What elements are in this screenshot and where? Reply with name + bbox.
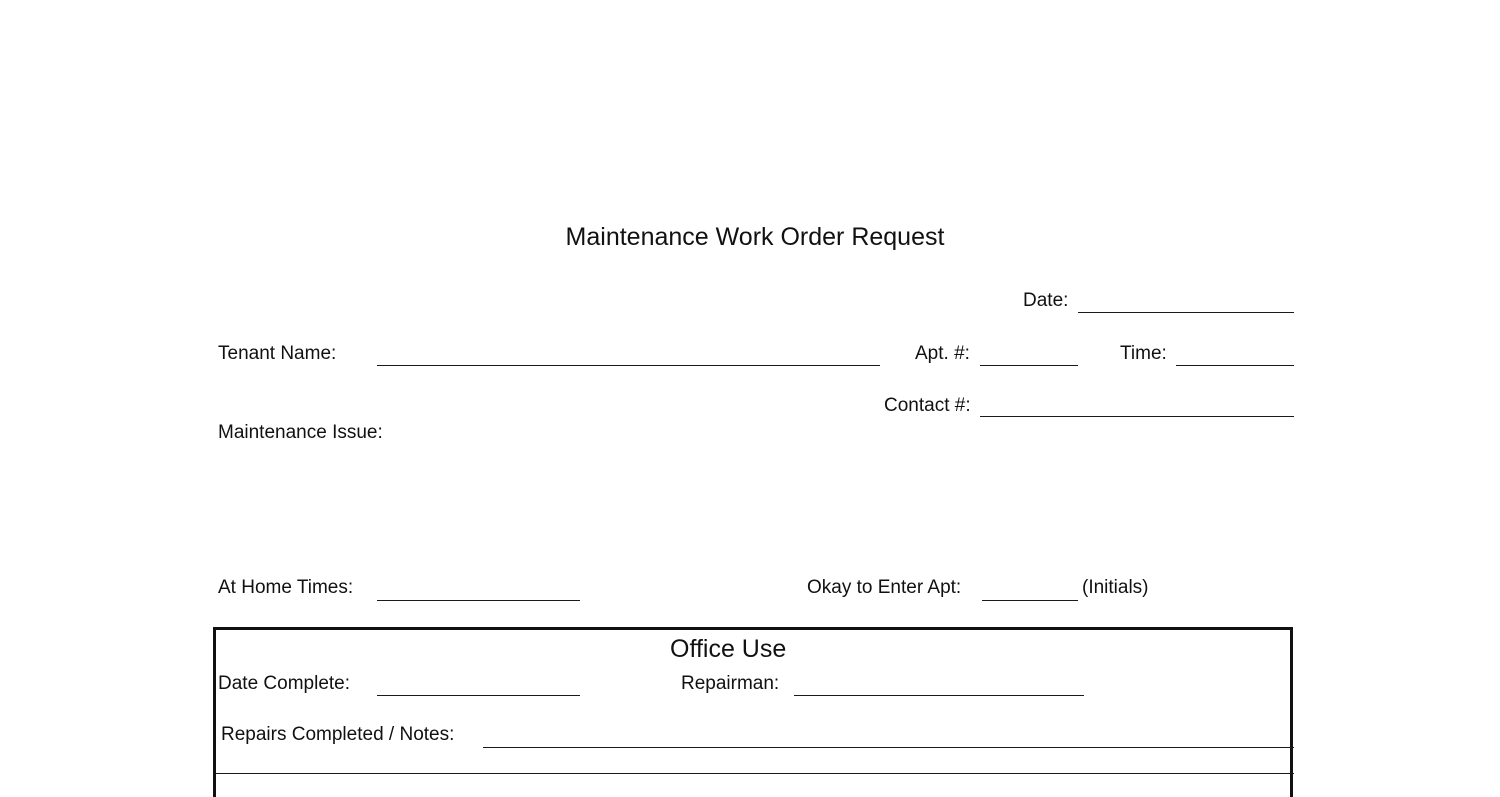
date-field-line[interactable] — [1078, 312, 1294, 313]
time-field-line[interactable] — [1176, 365, 1294, 366]
maintenance-issue-label: Maintenance Issue: — [218, 422, 383, 443]
repairs-notes-label: Repairs Completed / Notes: — [221, 724, 455, 745]
okay-to-enter-field-line[interactable] — [982, 600, 1078, 601]
date-complete-label: Date Complete: — [218, 673, 351, 694]
initials-label: (Initials) — [1082, 577, 1149, 598]
repairs-notes-field-line[interactable] — [483, 747, 1294, 748]
form-title: Maintenance Work Order Request — [565, 223, 945, 251]
at-home-times-field-line[interactable] — [377, 600, 580, 601]
time-label: Time: — [1120, 343, 1167, 364]
apt-field-line[interactable] — [980, 365, 1078, 366]
tenant-name-label: Tenant Name: — [218, 343, 337, 364]
office-use-title: Office Use — [670, 635, 787, 663]
date-label: Date: — [1023, 290, 1069, 311]
okay-to-enter-label: Okay to Enter Apt: — [807, 577, 962, 598]
tenant-name-field-line[interactable] — [377, 365, 880, 366]
date-complete-field-line[interactable] — [377, 695, 580, 696]
repairman-field-line[interactable] — [794, 695, 1084, 696]
contact-field-line[interactable] — [980, 416, 1294, 417]
contact-label: Contact #: — [884, 395, 971, 416]
repairman-label: Repairman: — [681, 673, 780, 694]
at-home-times-label: At Home Times: — [218, 577, 354, 598]
apt-label: Apt. #: — [915, 343, 970, 364]
notes-field-line-2[interactable] — [216, 773, 1294, 774]
